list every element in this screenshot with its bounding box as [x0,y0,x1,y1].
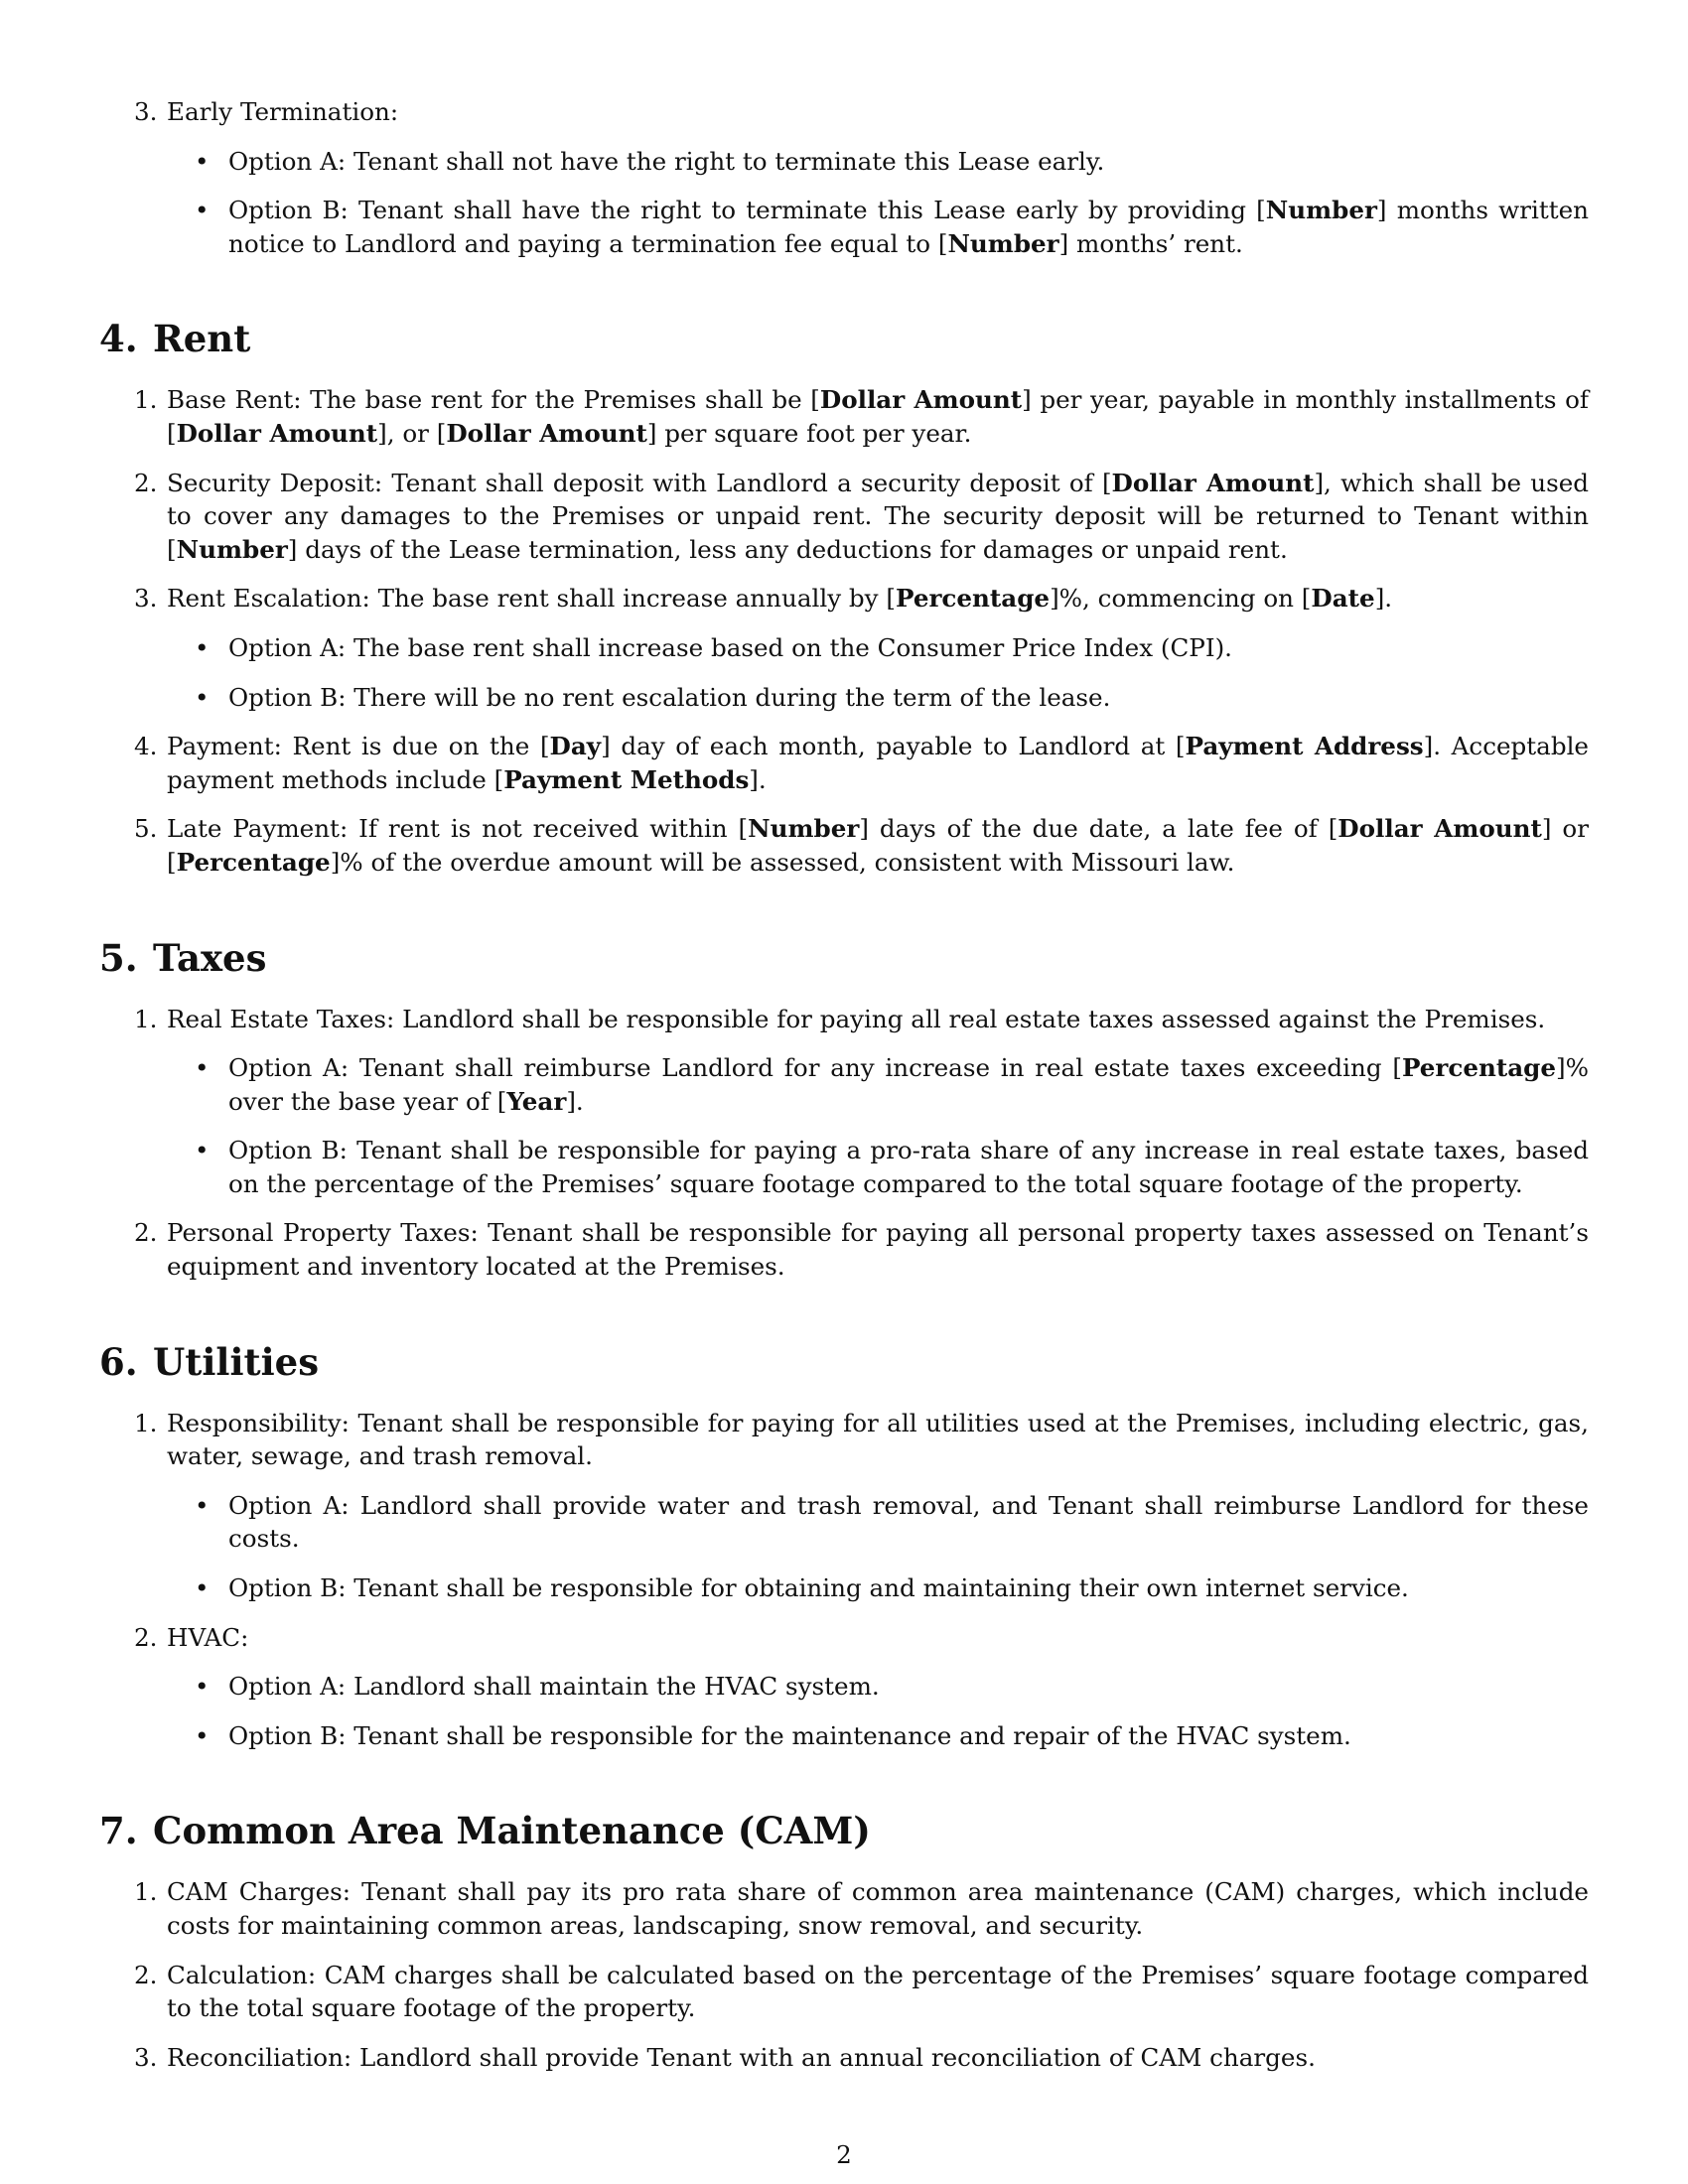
placeholder-field: Number [1265,196,1377,225]
bullet-icon: • [195,196,210,225]
item-number: 2. [134,1960,158,1989]
section-heading-taxes: 5. Taxes [99,935,267,980]
placeholder-field: Date [1311,584,1375,614]
item-number: 2. [134,1622,158,1652]
placeholder-field: Dollar Amount [176,418,378,448]
bullet-icon: • [195,1672,210,1702]
list-item-hvac [99,1621,1589,1655]
option-text: Option A: The base rent shall increase based on the Consumer Price Index (CPI). [228,632,1232,662]
placeholder-field: Dollar Amount [819,385,1023,415]
placeholder-field: Dollar Amount [446,418,647,448]
section-heading-utilities: 6. Utilities [99,1339,320,1384]
item-number: 5. [134,814,158,844]
placeholder-field: Number [748,814,860,844]
option-text: Option B: There will be no rent escalation during the term of the lease. [228,682,1111,712]
placeholder-field: Dollar Amount [1337,814,1542,844]
item-text: Calculation: CAM charges shall be calculated based on the percentage of the Premises’ square footage compared to the total square footage of the property. [167,1960,1589,2023]
option-text: Option B: Tenant shall be responsible for the maintenance and repair of the HVAC system. [228,1720,1351,1750]
item-text: Real Estate Taxes: Landlord shall be responsible for paying all real estate taxes assessed against the Premises. [167,1004,1546,1033]
item-text: Responsibility: Tenant shall be responsible for paying for all utilities used at the Premises, including electric, gas, water, sewage, and trash removal. [167,1408,1589,1471]
option-item [99,681,1589,715]
bullet-icon: • [195,1136,210,1165]
item-number: 4. [134,732,158,761]
bullet-icon: • [195,146,210,176]
option-item [99,145,1589,179]
item-text: Reconciliation: Landlord shall provide Tenant with an annual reconciliation of CAM charges. [167,2042,1316,2072]
list-item-payment: 4. Payment: Rent is due on the [Day] day of each month, payable to Landlord at [Payment Address]. Acceptable payment methods include [Payment Methods]. [134,732,1589,794]
option-text: Option A: Landlord shall provide water and trash removal, and Tenant shall reimburse Landlord for these costs. [228,1490,1589,1554]
bullet-icon: • [195,1720,210,1750]
list-item-real-estate-taxes [99,1003,1589,1036]
section-heading-rent: 4. Rent [99,317,251,361]
list-item-security-deposit: 2. Security Deposit: Tenant shall deposit with Landlord a security deposit of [Dollar Amount], which shall be used to cover any damages to the Premises or unpaid rent. The security deposit will be returned to Tenant within [Number] days of the Lease termination, less any deductions for damages or unpaid rent. [134,468,1589,564]
option-text: Option B: Tenant shall be responsible for obtaining and maintaining their own internet service. [228,1573,1409,1603]
option-item [99,1571,1589,1605]
option-item [99,194,1589,260]
document-page [99,95,1589,2090]
bullet-icon: • [195,1573,210,1603]
page-number: 2 [836,2140,852,2169]
list-item-base-rent: 1. Base Rent: The base rent for the Premises shall be [Dollar Amount] per year, payable in monthly installments of [Dollar Amount], or [Dollar Amount] per square foot per year. [134,385,1589,448]
list-item-rent-escalation: 3. Rent Escalation: The base rent shall increase annually by [Percentage]%, commencing on [Date]. [99,582,1589,615]
item-text: CAM Charges: Tenant shall pay its pro rata share of common area maintenance (CAM) charges, which include costs for maintaining common areas, landscaping, snow removal, and security. [167,1877,1589,1940]
placeholder-field: Year [506,1086,567,1116]
item-text: Personal Property Taxes: Tenant shall be responsible for paying all personal property taxes assessed on Tenant’s equipment and inventory located at the Premises. [167,1218,1589,1282]
item-number: 2. [134,1218,158,1248]
placeholder-field: Dollar Amount [1111,468,1315,497]
placeholder-field: Percentage [176,847,331,877]
option-text: Option A: Tenant shall reimburse Landlord for any increase in real estate taxes exceeding [Percentage]% over the base year of [Year]. [228,1053,1589,1116]
item-text: HVAC: [167,1622,249,1652]
item-number: 3. [134,584,158,614]
placeholder-field: Percentage [1401,1053,1557,1083]
option-item [99,1489,1589,1556]
list-item-early-termination [99,95,1589,129]
placeholder-field: Day [549,732,602,761]
option-item [99,1670,1589,1704]
list-item-responsibility [99,1407,1589,1473]
list-item-cam-charges [99,1875,1589,1942]
item-number: 1. [134,385,158,415]
item-number: 2. [134,468,158,497]
option-text: Option A: Tenant shall not have the right to terminate this Lease early. [228,146,1105,176]
placeholder-field: Number [176,534,288,564]
option-item [99,631,1589,665]
list-item-calculation [99,1959,1589,2025]
list-item-personal-property-taxes [99,1216,1589,1283]
placeholder-field: Number [947,228,1059,258]
item-number: 3. [134,2042,158,2072]
option-item [99,1134,1589,1200]
option-text: Option B: Tenant shall have the right to terminate this Lease early by providing [Number] months written notice to Landlord and paying a termination fee equal to [Number] months’ rent. [228,196,1590,258]
item-number: 3. [134,97,158,126]
placeholder-field: Payment Address [1185,732,1424,761]
list-item-reconciliation [99,2041,1589,2075]
option-text: Option B: Tenant shall be responsible for paying a pro-rata share of any increase in real estate taxes, based on the percentage of the Premises’ square footage compared to the total square footage of the property. [228,1136,1589,1198]
bullet-icon: • [195,1053,210,1083]
section-heading-cam: 7. Common Area Maintenance (CAM) [99,1809,871,1853]
option-item [99,1719,1589,1753]
item-text: Early Termination: [167,97,399,126]
item-number: 1. [134,1877,158,1907]
bullet-icon: • [195,632,210,662]
list-item-late-payment: 5. Late Payment: If rent is not received within [Number] days of the due date, a late fee of [Dollar Amount] or [Percentage]% of the overdue amount will be assessed, consistent with Missouri law. [134,814,1589,877]
item-number: 1. [134,1004,158,1033]
placeholder-field: Percentage [895,584,1051,614]
item-number: 1. [134,1408,158,1437]
option-text: Option A: Landlord shall maintain the HVAC system. [228,1672,880,1702]
placeholder-field: Payment Methods [503,764,750,794]
bullet-icon: • [195,1490,210,1520]
bullet-icon: • [195,682,210,712]
option-item [99,1051,1589,1118]
